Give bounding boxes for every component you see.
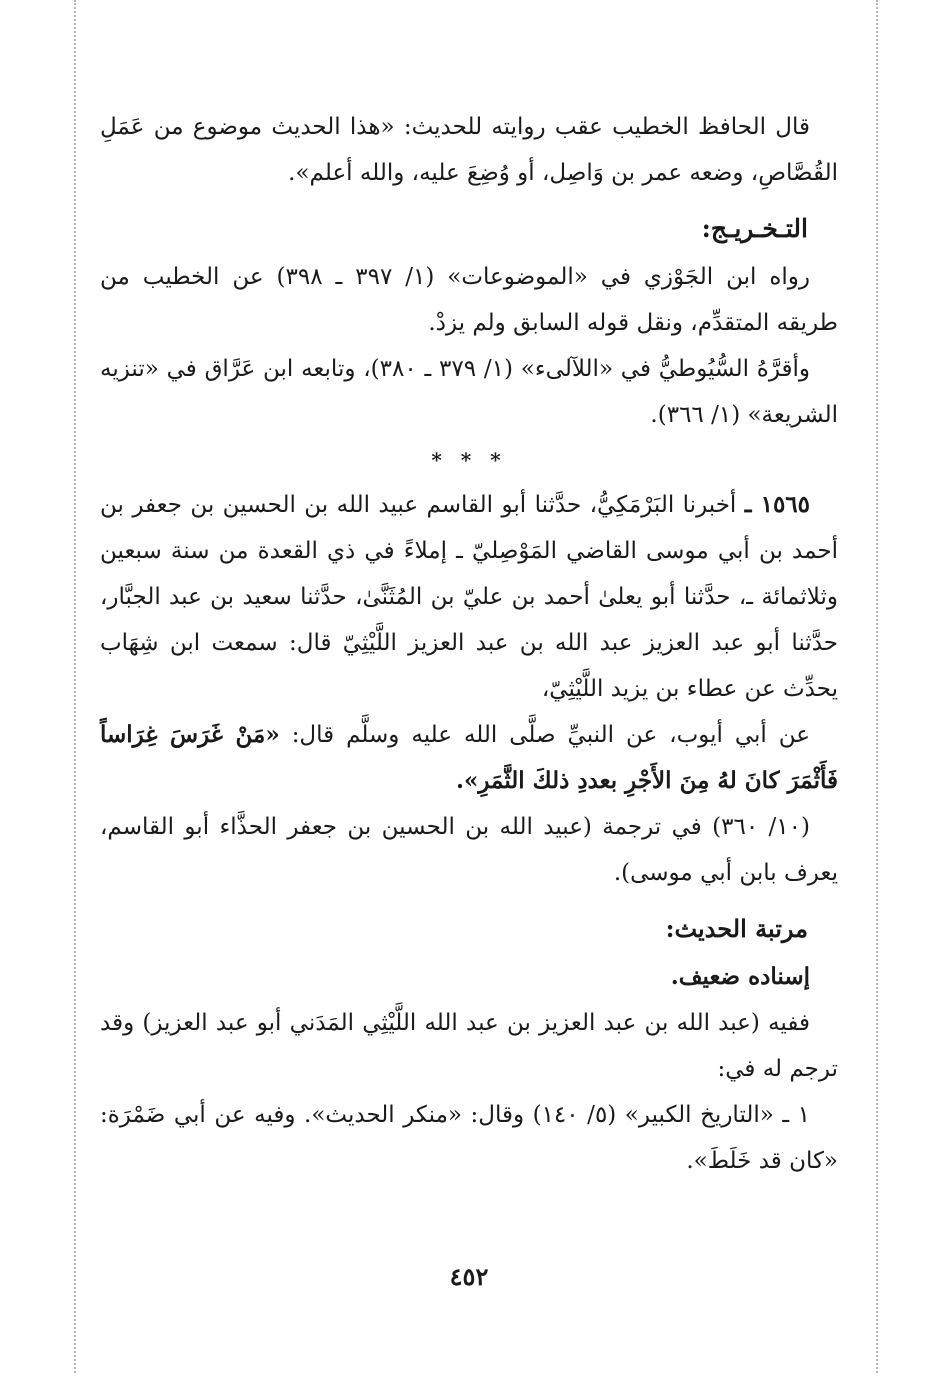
page-body	[100, 104, 838, 1184]
paragraph-hadith-isnad	[100, 482, 838, 712]
paragraph-ibn-jawzi: رواه ابن الجَوْزي في «الموضوعات» (١/ ٣٩٧ ـ ٣٩٨) عن الخطيب من طريقه المتقدِّم، ونقل قوله السابق ولم يزدْ.	[100, 264, 838, 336]
page-edge-left	[74, 0, 76, 1373]
heading-hadith-grade: مرتبة الحديث:	[665, 914, 808, 943]
page-number: ٤٥٢	[449, 1262, 489, 1291]
hadith-matn-intro: عن أبي أيوب، عن النبيِّ صلَّى الله عليه وسلَّم قال:	[291, 722, 811, 748]
paragraph-grade-verdict: إسناده ضعيف.	[670, 963, 810, 990]
paragraph-hadith-matn	[100, 712, 838, 804]
paragraph-source-reference: (١٠/ ٣٦٠) في ترجمة (عبيد الله بن الحسين بن جعفر الحذَّاء أبو القاسم، يعرف بابن أبي موسى).	[100, 814, 838, 886]
hadith-isnad-text: أخبرنا البَرْمَكِيُّ، حدَّثنا أبو القاسم عبيد الله بن الحسين بن جعفر بن أحمد بن أبي موسى القاضي المَوْصِليّ ـ إملاءً في ذي القعدة من سنة سبعين وثلاثمائة ـ، حدَّثنا أبو يعلىٰ أحمد بن عليّ بن المُثَنَّىٰ، حدَّثنا سعيد بن عبد الجبَّار، حدَّثنا أبو عبد العزيز عبد الله بن عبد العزيز اللَّيْثِيّ قال: سمعت ابن شِهَاب يحدِّث عن عطاء بن يزيد اللَّيْثِيّ،	[100, 492, 838, 702]
hadith-matn-text: «مَنْ غَرَسَ غِرَاساً فَأَثْمَرَ كانَ لهُ مِنَ الأَجْرِ بعددِ ذلكَ الثَّمَرِ».	[100, 721, 838, 794]
paragraph-tarikh-kabir: ١ ـ «التاريخ الكبير» (٥/ ١٤٠) وقال: «منكر الحديث». وفيه عن أبي ضَمْرَة: «كان قد خَلَطَ».	[100, 1102, 838, 1174]
heading-takhrij: التـخـريـج:	[701, 214, 808, 243]
paragraph-khatib-comment: قال الحافظ الخطيب عقب روايته للحديث: «هذا الحديث موضوع من عَمَلِ القُصَّاصِ، وضعه عمر بن وَاصِل، أو وُضِعَ عليه، والله أعلم».	[100, 114, 838, 186]
page-edge-right	[876, 0, 878, 1373]
paragraph-narrator-weakness: ففيه (عبد الله بن عبد العزيز بن عبد الله اللَّيْثِي المَدَني أبو عبد العزيز) وقد ترجم له في:	[100, 1010, 838, 1082]
section-separator: * * *	[431, 448, 507, 472]
paragraph-suyuti: وأقرَّهُ السُّيُوطيُّ في «اللآلىء» (١/ ٣٧٩ ـ ٣٨٠)، وتابعه ابن عَرَّاق في «تنزيه الشريعة» (١/ ٣٦٦).	[100, 356, 838, 428]
hadith-number: ١٥٦٥ ـ	[744, 491, 811, 518]
